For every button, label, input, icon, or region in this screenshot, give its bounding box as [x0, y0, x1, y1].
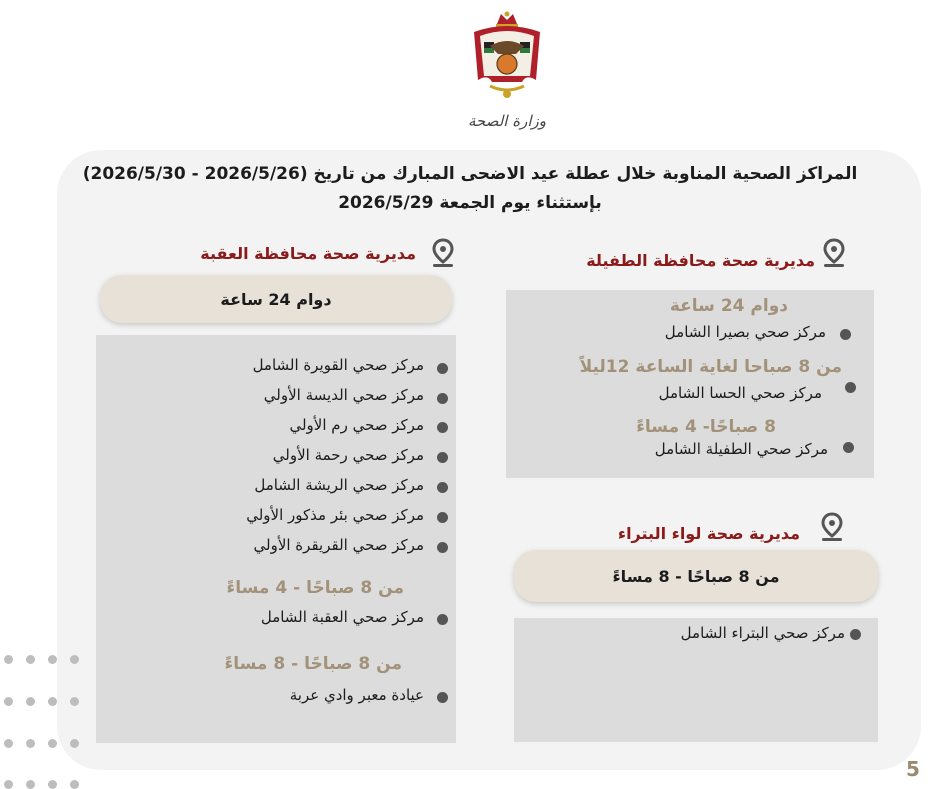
decorative-dot: [26, 739, 35, 748]
decorative-dot: [4, 739, 13, 748]
decorative-dot: [26, 655, 35, 664]
list-item: مركز صحي رم الأولي: [289, 416, 424, 434]
title-line-1: المراكز الصحية المناوبة خلال عطلة عيد الاضحى المبارك من تاريخ (2026/5/26 - 2026/5/30): [82, 164, 858, 184]
petra-hours-banner: من 8 صباحًا - 8 مساءً: [514, 550, 878, 602]
bullet: [437, 452, 448, 463]
location-pin-icon: [823, 238, 845, 268]
list-item: مركز صحي البتراء الشامل: [680, 624, 845, 642]
list-item: مركز صحي الريشة الشامل: [254, 476, 424, 494]
ministry-name: وزارة الصحة: [468, 112, 546, 130]
bullet: [437, 512, 448, 523]
list-item: مركز صحي الحسا الشامل: [658, 384, 822, 402]
bullet: [437, 692, 448, 703]
decorative-dot: [48, 739, 57, 748]
page-number: 5: [906, 757, 920, 781]
aqaba-group-label-2: من 8 صباحًا - 4 مساءً: [226, 578, 404, 598]
bullet: [437, 363, 448, 374]
decorative-dot: [48, 655, 57, 664]
aqaba-hours-banner: دوام 24 ساعة: [100, 275, 452, 323]
aqaba-heading: مديرية صحة محافظة العقبة: [200, 244, 416, 263]
decorative-dot: [70, 655, 79, 664]
list-item: مركز صحي القويرة الشامل: [252, 356, 424, 374]
bullet: [437, 614, 448, 625]
bullet: [843, 442, 854, 453]
list-item: مركز صحي رحمة الأولي: [272, 446, 424, 464]
bullet: [850, 629, 861, 640]
tafila-group-label-1: دوام 24 ساعة: [669, 296, 788, 316]
petra-heading: مديرية صحة لواء البتراء: [617, 524, 800, 543]
list-item: مركز صحي الديسة الأولي: [263, 386, 424, 404]
decorative-dot: [26, 697, 35, 706]
tafila-group-label-3: 8 صباحًا- 4 مساءً: [636, 417, 776, 437]
coat-of-arms-emblem: [466, 10, 548, 104]
location-pin-icon: [432, 238, 454, 268]
bullet: [845, 382, 856, 393]
aqaba-group-label-3: من 8 صباحًا - 8 مساءً: [224, 654, 402, 674]
location-pin-icon: [821, 512, 843, 542]
bullet: [437, 482, 448, 493]
decorative-dot: [48, 697, 57, 706]
bullet: [840, 329, 851, 340]
bullet: [437, 422, 448, 433]
list-item: مركز صحي العقبة الشامل: [260, 608, 424, 626]
tafila-group-label-2: من 8 صباحا لغاية الساعة 12ليلاً: [579, 357, 842, 377]
list-item: مركز صحي بصيرا الشامل: [664, 323, 826, 341]
decorative-dot: [70, 739, 79, 748]
title-line-2: بإستثناء يوم الجمعة 2026/5/29: [338, 193, 602, 213]
decorative-dot: [4, 697, 13, 706]
list-item: عيادة معبر وادي عربة: [289, 686, 424, 704]
bullet: [437, 393, 448, 404]
list-item: مركز صحي بئر مذكور الأولي: [246, 506, 424, 524]
decorative-dot: [70, 697, 79, 706]
list-item: مركز صحي الطفيلة الشامل: [654, 440, 828, 458]
tafila-heading: مديرية صحة محافظة الطفيلة: [586, 251, 815, 270]
bullet: [437, 542, 448, 553]
decorative-dot: [4, 655, 13, 664]
list-item: مركز صحي القريقرة الأولي: [253, 536, 424, 554]
page-title: [60, 160, 880, 218]
